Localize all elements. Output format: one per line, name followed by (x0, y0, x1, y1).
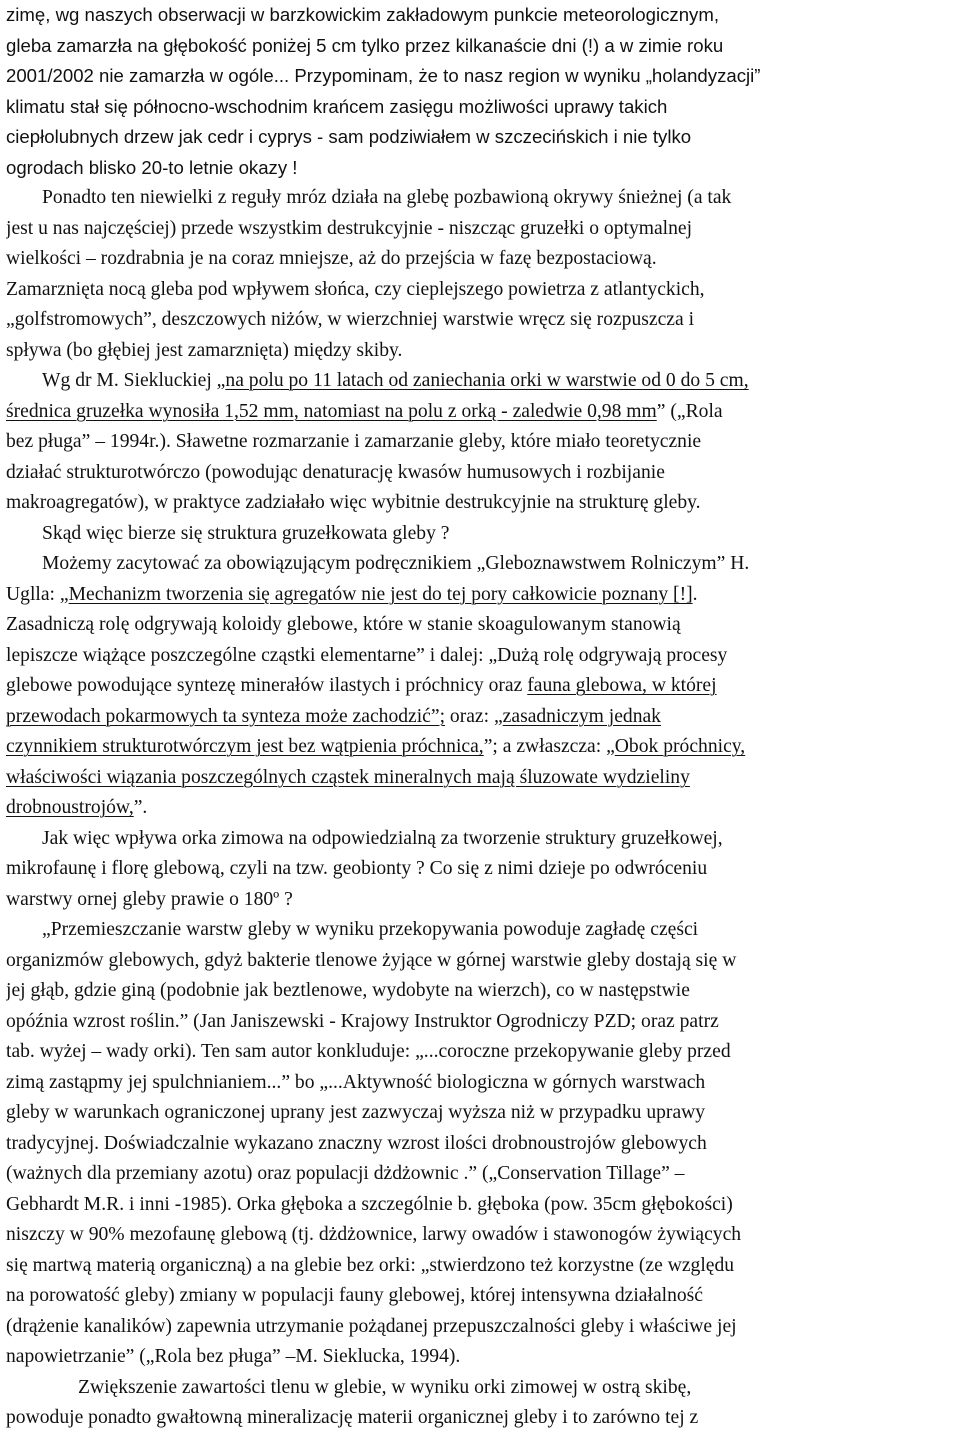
text-run: Zwiększenie zawartości tlenu w glebie, w wyniku orki zimowej w ostrą skibę, (78, 1376, 692, 1398)
text-line (6, 92, 954, 123)
text-line (6, 793, 954, 824)
text-run: . (692, 583, 698, 605)
text-run: Ponadto ten niewielki z reguły mróz działa na glebę pozbawioną okrywy śnieżnej (a tak (42, 187, 732, 208)
underlined-quote: Obok próchnicy, (614, 736, 746, 757)
text-line (6, 1007, 954, 1038)
text-line (6, 397, 954, 428)
text-line (6, 1129, 954, 1160)
text-run: klimatu stał się północno-wschodnim krańcem zasięgu możliwości uprawy takich (6, 95, 668, 117)
text-run: niszczy w 90% mezofaunę glebową (tj. dżdżownice, larwy owadów i stawonogów żywiących (6, 1224, 742, 1245)
text-run: Skąd więc bierze się struktura gruzełkowata gleby ? (42, 522, 450, 544)
text-line (6, 153, 954, 184)
text-run: napowietrzanie” („Rola bez pługa” –M. Siekluck‍a, 1994). (6, 1346, 461, 1367)
text-run: Wg dr M. Siekluckiej „ (42, 370, 226, 391)
underlined-quote: właściwości wiązania poszczególnych cząstek mineralnych mają śluzowate wydzieliny (6, 766, 690, 788)
text-run: Możemy zacytować za obowiązującym podręcznikiem „Gleboznawstwem Rolniczym” H. (42, 553, 750, 574)
text-run: ”. (133, 797, 148, 818)
text-line (6, 915, 954, 946)
text-line (6, 427, 954, 458)
text-run: makroagregatów), w praktyce zadziałało więc wybitnie destrukcyjnie na strukturę gleby. (6, 492, 701, 513)
text-run: jej głąb, gdzie giną (podobnie jak beztlenowe, wydobyte na wierzch), co w następstwie (6, 980, 690, 1001)
text-line (6, 854, 954, 885)
text-run: tradycyjnej. Doświadczalnie wykazano znaczny wzrost ilości drobnoustrojów glebowych (6, 1132, 707, 1154)
text-run: glebowe powodujące syntezę minerałów ilastych i próchnicy oraz (6, 675, 528, 696)
text-line (6, 61, 954, 92)
text-run: działać strukturotwórczo (powodując denaturację kwasów humusowych i rozbijanie (6, 461, 665, 483)
text-line (6, 244, 954, 275)
text-line (6, 824, 954, 855)
text-line (6, 763, 954, 794)
text-run: ogrodach blisko 20-to letnie okazy ! (6, 156, 298, 178)
text-run: warstwy ornej gleby prawie o 180º ? (6, 888, 293, 910)
text-run: ciepłolubnych drzew jak cedr i cyprys - sam podziwiałem w szczecińskich i nie tylko (6, 126, 692, 147)
text-run: Jak więc wpływa orka zimowa na odpowiedzialną za tworzenie struktury gruzełkowej, (42, 827, 723, 849)
text-run: organizmów glebowych, gdyż bakterie tlenowe żyjące w górnej warstwie gleby dostają się w (6, 949, 737, 971)
text-line (6, 275, 954, 306)
text-line (6, 732, 954, 763)
text-line (6, 702, 954, 733)
text-line (6, 1342, 954, 1373)
text-line (6, 1373, 954, 1404)
text-line (6, 458, 954, 489)
text-line (6, 488, 954, 519)
text-run: Uglla: „ (6, 583, 69, 605)
text-line (6, 305, 954, 336)
text-run: spływa (bo głębiej jest zamarznięta) między skiby. (6, 339, 403, 361)
text-run: gleba zamarzła na głębokość poniżej 5 cm tylko przez kilkanaście dni (!) a w zimie roku (6, 34, 724, 56)
text-line (6, 1068, 954, 1099)
text-run: „golfstromowych”, deszczowych niżów, w wierzchniej warstwie wręcz się rozpuszcza i (6, 309, 695, 330)
text-run: jest u nas najczęściej) przede wszystkim destrukcyjnie - niszcząc gruzełki o optymalnej (6, 217, 693, 239)
text-line (6, 885, 954, 916)
text-line (6, 366, 954, 397)
underlined-quote: drobnoustrojów, (6, 797, 134, 818)
text-run: „Przemieszczanie warstw gleby w wyniku przekopywania powoduje zagładę części (42, 919, 699, 940)
text-line (6, 214, 954, 245)
underlined-quote: przewodach pokarmowych ta synteza może zachodzić”; (6, 705, 446, 727)
text-line (6, 671, 954, 702)
text-line (6, 122, 954, 153)
text-run: opóźnia wzrost roślin.” (Jan Janiszewski - Krajowy Instruktor Ogrodniczy PZD; oraz patrz (6, 1010, 719, 1032)
text-line (6, 1251, 954, 1282)
text-run: bez pługa” – 1994r.). Sławetne rozmarzanie i zamarzanie gleby, które miało teoretycznie (6, 431, 702, 452)
text-run: wielkości – rozdrabnia je na coraz mniejsze, aż do przejścia w fazę bezpostaciową. (6, 248, 657, 269)
text-run: ”; a zwłaszcza: „ (483, 736, 615, 757)
text-line (6, 610, 954, 641)
text-run: zimą zastąpmy jej spulchnianiem...” bo „...Aktywność biologiczna w górnych warstwach (6, 1071, 706, 1093)
text-line (6, 1403, 954, 1434)
text-run: Zasadniczą rolę odgrywają koloidy glebowe, które w stanie skoagulowanym stanowią (6, 614, 681, 635)
text-line (6, 549, 954, 580)
text-line (6, 641, 954, 672)
underlined-quote: Mechanizm tworzenia się agregatów nie jest do tej pory całkowicie poznany [!] (68, 583, 693, 605)
text-run: Gebhardt M.R. i inni -1985). Orka głęboka a szczególnie b. głęboka (pow. 35cm głębokości) (6, 1193, 733, 1215)
text-run: zimę, wg naszych obserwacji w barzkowickim zakładowym punkcie meteorologicznym, (6, 4, 720, 25)
text-line (6, 1190, 954, 1221)
text-run: Zamarznięta nocą gleba pod wpływem słońca, czy cieplejszego powietrza z atlantyckich, (6, 278, 705, 300)
text-line (6, 580, 954, 611)
text-run: gleby w warunkach ograniczonej uprany jest zazwyczaj wyższa niż w przypadku uprawy (6, 1102, 706, 1123)
text-line (6, 519, 954, 550)
text-line (6, 1220, 954, 1251)
text-line (6, 1159, 954, 1190)
text-line (6, 1098, 954, 1129)
text-run: lepiszcze wiążące poszczególne cząstki elementarne” i dalej: „Dużą rolę odgrywają procesy (6, 644, 728, 666)
text-run: na porowatość gleby) zmiany w populacji fauny glebowej, której intensywna działalność (6, 1285, 704, 1306)
text-line (6, 946, 954, 977)
text-run: (ważnych dla przemiany azotu) oraz populacji dżdżownic .” („Conservation Tillage” – (6, 1163, 685, 1184)
text-run: mikrofaunę i florę glebową, czyli na tzw. geobionty ? Co się z nimi dzieje po odwróceniu (6, 858, 708, 879)
text-run: ” („Rola (656, 400, 723, 422)
text-line (6, 1312, 954, 1343)
underlined-quote: czynnikiem strukturotwórczym jest bez wątpienia próchnica, (6, 736, 484, 757)
text-line (6, 1281, 954, 1312)
text-line (6, 1037, 954, 1068)
text-run: się martwą materią organiczną) a na glebie bez orki: „stwierdzono też korzystne (ze względu (6, 1254, 735, 1276)
text-run: tab. wyżej – wady orki). Ten sam autor konkluduje: „...coroczne przekopywanie gleby przed (6, 1041, 731, 1062)
text-line (6, 31, 954, 62)
underlined-quote: na polu po 11 latach od zaniechania orki w warstwie od 0 do 5 cm, (225, 370, 749, 391)
text-run: 2001/2002 nie zamarzła w ogóle... Przypominam, że to nasz region w wyniku „holandyzacji” (6, 65, 761, 86)
underlined-quote: fauna glebowa, w której (527, 675, 717, 696)
text-line (6, 183, 954, 214)
text-line (6, 0, 954, 31)
underlined-quote: zasadniczym jednak (502, 705, 661, 727)
text-run: powoduje ponadto gwałtowną mineralizację materii organicznej gleby i to zarówno tej z (6, 1407, 699, 1428)
text-run: oraz: „ (445, 705, 503, 727)
underlined-quote: średnica gruzełka wynosiła 1,52 mm, natomiast na polu z orką - zaledwie 0,98 mm (6, 400, 657, 422)
text-run: (drążenie kanalików) zapewnia utrzymanie pożądanej przepuszczalności gleby i właściwe jej (6, 1315, 737, 1337)
text-line (6, 336, 954, 367)
text-line (6, 976, 954, 1007)
